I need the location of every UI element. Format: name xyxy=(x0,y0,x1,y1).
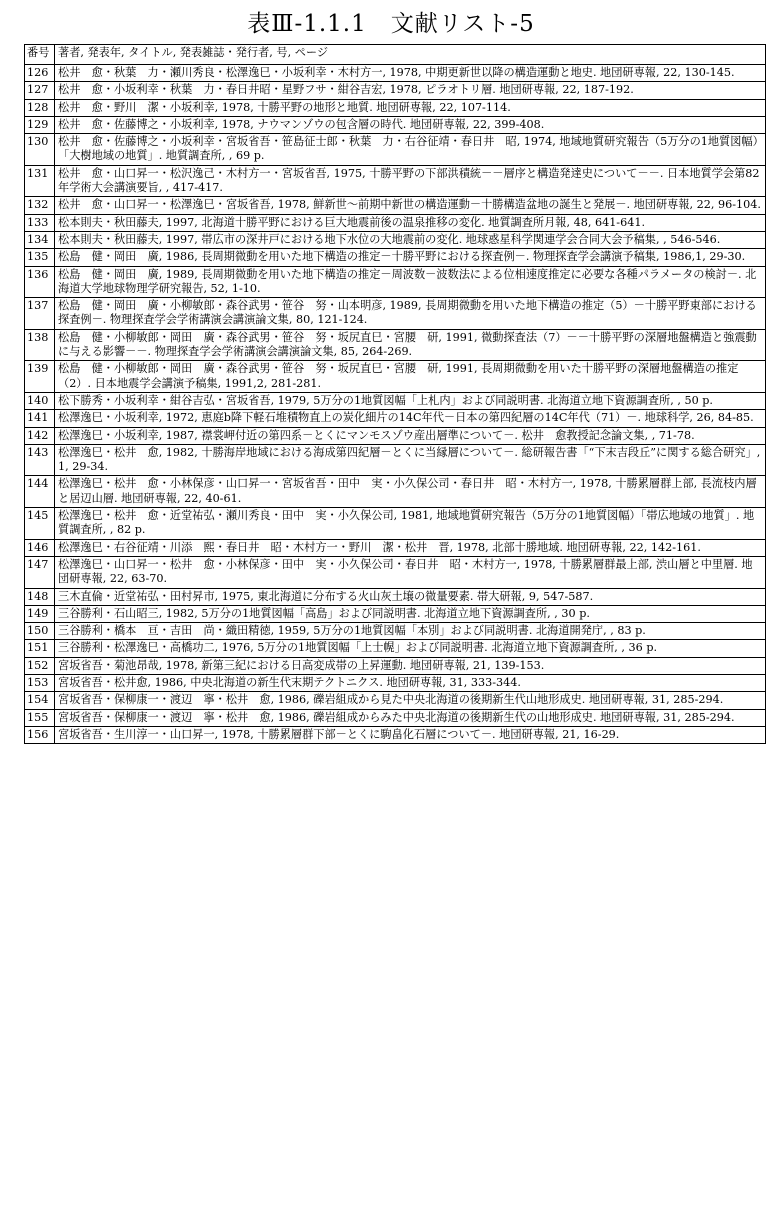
reference-number: 148 xyxy=(25,588,55,605)
header-number: 番号 xyxy=(25,45,55,65)
table-row xyxy=(25,134,766,166)
reference-entry: 松島 健・岡田 廣・小柳敏郎・森谷武男・笹谷 努・山本明彦, 1989, 長周期微動を用いた地下構造の推定（5）－十勝平野東部における探査例－. 物理探査学会学術講演会講演論文集, 80, 121-124. xyxy=(55,298,766,330)
reference-number: 126 xyxy=(25,65,55,82)
reference-entry: 松本則夫・秋田藤夫, 1997, 北海道十勝平野における巨大地震前後の温泉推移の変化. 地質調査所月報, 48, 641-641. xyxy=(55,214,766,231)
reference-entry: 松井 愈・佐藤博之・小坂利幸・宮坂省吾・笹島征士郎・秋葉 力・右谷征靖・春日井 昭, 1974, 地域地質研究報告（5万分の1地質図幅）「大樹地域の地質」. 地質調査所, , 69 p. xyxy=(55,134,766,166)
table-row xyxy=(25,99,766,116)
reference-number: 142 xyxy=(25,427,55,444)
reference-number: 145 xyxy=(25,508,55,540)
reference-entry: 松澤逸巳・小坂利幸, 1987, 襟裳岬付近の第四系－とくにマンモスゾウ産出層準について－. 松井 愈教授記念論文集, , 71-78. xyxy=(55,427,766,444)
reference-entry: 宮坂省吾・保柳康一・渡辺 寧・松井 愈, 1986, 礫岩組成からみた中央北海道の後期新生代の山地形成史. 地団研専報, 31, 285-294. xyxy=(55,709,766,726)
table-header-row xyxy=(25,45,766,65)
table-row xyxy=(25,657,766,674)
reference-number: 150 xyxy=(25,623,55,640)
reference-number: 128 xyxy=(25,99,55,116)
table-title: 表Ⅲ-1.1.1 文献リスト-5 xyxy=(247,11,535,37)
reference-number: 153 xyxy=(25,674,55,691)
table-row xyxy=(25,249,766,266)
reference-number: 129 xyxy=(25,116,55,133)
reference-number: 135 xyxy=(25,249,55,266)
table-row xyxy=(25,623,766,640)
table-row xyxy=(25,427,766,444)
table-row xyxy=(25,556,766,588)
reference-entry: 松井 愈・秋葉 力・瀬川秀良・松澤逸巳・小坂利幸・木村方一, 1978, 中期更新世以降の構造運動と地史. 地団研専報, 22, 130-145. xyxy=(55,65,766,82)
reference-entry: 宮坂省吾・保柳康一・渡辺 寧・松井 愈, 1986, 礫岩組成から見た中央北海道の後期新生代山地形成史. 地団研専報, 31, 285-294. xyxy=(55,692,766,709)
reference-number: 139 xyxy=(25,361,55,393)
table-row xyxy=(25,65,766,82)
reference-entry: 三谷勝利・橋本 亘・吉田 尚・織田精徳, 1959, 5万分の1地質図幅「本別」および同説明書. 北海道開発庁, , 83 p. xyxy=(55,623,766,640)
table-row xyxy=(25,605,766,622)
reference-number: 154 xyxy=(25,692,55,709)
table-row xyxy=(25,508,766,540)
reference-number: 140 xyxy=(25,392,55,409)
reference-number: 131 xyxy=(25,165,55,197)
reference-entry: 松島 健・小柳敏郎・岡田 廣・森谷武男・笹谷 努・坂尻直巳・宮腰 研, 1991, 微動探査法（7）－－十勝平野の深層地盤構造と強震動に与える影響－－. 物理探査学会学術講演会講演論文集, 85, 264-269. xyxy=(55,329,766,361)
table-row xyxy=(25,116,766,133)
table-row xyxy=(25,588,766,605)
table-row xyxy=(25,298,766,330)
reference-table xyxy=(24,44,766,744)
reference-number: 132 xyxy=(25,197,55,214)
reference-number: 133 xyxy=(25,214,55,231)
table-row xyxy=(25,539,766,556)
reference-number: 146 xyxy=(25,539,55,556)
reference-entry: 松井 愈・山口昇一・松沢逸己・木村方一・宮坂省吾, 1975, 十勝平野の下部洪積統－－層序と構造発達史について－－. 日本地質学会第82年学術大会講演要旨, , 417-417. xyxy=(55,165,766,197)
reference-entry: 松本則夫・秋田藤夫, 1997, 帯広市の深井戸における地下水位の大地震前の変化. 地球惑星科学関連学会合同大会予稿集, , 546-546. xyxy=(55,231,766,248)
reference-number: 130 xyxy=(25,134,55,166)
table-row xyxy=(25,444,766,476)
reference-number: 156 xyxy=(25,726,55,743)
reference-entry: 三谷勝利・松澤逸巳・高橋功二, 1976, 5万分の1地質図幅「上士幌」および同説明書. 北海道立地下資源調査所, , 36 p. xyxy=(55,640,766,657)
table-row xyxy=(25,197,766,214)
reference-entry: 松澤逸巳・松井 愈・近堂祐弘・瀬川秀良・田中 実・小久保公司, 1981, 地域地質研究報告（5万分の1地質図幅）「帯広地域の地質」. 地質調査所, , 82 p. xyxy=(55,508,766,540)
table-row xyxy=(25,329,766,361)
table-row xyxy=(25,392,766,409)
reference-entry: 宮坂省吾・菊池昂哉, 1978, 新第三紀における日高変成帯の上昇運動. 地団研専報, 21, 139-153. xyxy=(55,657,766,674)
table-row xyxy=(25,214,766,231)
reference-number: 151 xyxy=(25,640,55,657)
reference-entry: 松島 健・岡田 廣, 1989, 長周期微動を用いた地下構造の推定－周波数－波数法による位相速度推定に必要な各種パラメータの検討－. 北海道大学地球物理学研究報告, 52, 1-10. xyxy=(55,266,766,298)
table-row xyxy=(25,266,766,298)
reference-number: 152 xyxy=(25,657,55,674)
reference-entry: 松井 愈・野川 潔・小坂利幸, 1978, 十勝平野の地形と地質. 地団研専報, 22, 107-114. xyxy=(55,99,766,116)
table-row xyxy=(25,674,766,691)
reference-number: 155 xyxy=(25,709,55,726)
table-row xyxy=(25,640,766,657)
reference-entry: 松下勝秀・小坂利幸・紺谷吉弘・宮坂省吾, 1979, 5万分の1地質図幅「上札内」および同説明書. 北海道立地下資源調査所, , 50 p. xyxy=(55,392,766,409)
reference-number: 141 xyxy=(25,410,55,427)
table-row xyxy=(25,726,766,743)
reference-entry: 松澤逸巳・山口昇一・松井 愈・小林保彦・田中 実・小久保公司・春日井 昭・木村方一, 1978, 十勝累層群最上部, 渋山層と中里層. 地団研専報, 22, 63-70. xyxy=(55,556,766,588)
reference-entry: 松井 愈・小坂利幸・秋葉 力・春日井昭・星野フサ・紺谷吉宏, 1978, ピラオトリ層. 地団研専報, 22, 187-192. xyxy=(55,82,766,99)
reference-entry: 松澤逸巳・右谷征靖・川添 熙・春日井 昭・木村方一・野川 潔・松井 晋, 1978, 北部十勝地域. 地団研専報, 22, 142-161. xyxy=(55,539,766,556)
reference-number: 144 xyxy=(25,476,55,508)
reference-entry: 三木直倫・近堂祐弘・田村昇市, 1975, 東北海道に分布する火山灰土壌の微量要素. 帯大研報, 9, 547-587. xyxy=(55,588,766,605)
reference-number: 149 xyxy=(25,605,55,622)
table-row xyxy=(25,165,766,197)
table-row xyxy=(25,361,766,393)
table-row xyxy=(25,231,766,248)
table-row xyxy=(25,476,766,508)
reference-entry: 三谷勝利・石山昭三, 1982, 5万分の1地質図幅「高島」および同説明書. 北海道立地下資源調査所, , 30 p. xyxy=(55,605,766,622)
reference-entry: 松澤逸巳・松井 愈・小林保彦・山口昇一・宮坂省吾・田中 実・小久保公司・春日井 昭・木村方一, 1978, 十勝累層群上部, 長流枝内層と居辺山層. 地団研専報, 22, 40-61. xyxy=(55,476,766,508)
reference-entry: 松井 愈・佐藤博之・小坂利幸, 1978, ナウマンゾウの包含層の時代. 地団研専報, 22, 399-408. xyxy=(55,116,766,133)
reference-number: 143 xyxy=(25,444,55,476)
reference-number: 147 xyxy=(25,556,55,588)
header-description: 著者, 発表年, タイトル, 発表雑誌・発行者, 号, ページ xyxy=(55,45,766,65)
reference-entry: 松島 健・小柳敏郎・岡田 廣・森谷武男・笹谷 努・坂尻直巳・宮腰 研, 1991, 長周期微動を用いた十勝平野の深層地盤構造の推定（2）. 日本地震学会講演予稿集, 1991,2, 281-281. xyxy=(55,361,766,393)
reference-number: 136 xyxy=(25,266,55,298)
reference-table-container xyxy=(24,44,766,744)
reference-entry: 松井 愈・山口昇一・松澤逸巳・宮坂省吾, 1978, 鮮新世～前期中新世の構造運動－十勝構造盆地の誕生と発展－. 地団研専報, 22, 96-104. xyxy=(55,197,766,214)
table-row xyxy=(25,82,766,99)
table-row xyxy=(25,709,766,726)
table-row xyxy=(25,410,766,427)
reference-entry: 松澤逸巳・小坂利幸, 1972, 恵庭b降下軽石堆積物直上の炭化細片の14C年代－日本の第四紀層の14C年代（71）－. 地球科学, 26, 84-85. xyxy=(55,410,766,427)
reference-entry: 宮坂省吾・生川淳一・山口昇一, 1978, 十勝累層群下部－とくに駒畠化石層について－. 地団研専報, 21, 16-29. xyxy=(55,726,766,743)
reference-entry: 宮坂省吾・松井愈, 1986, 中央北海道の新生代末期テクトニクス. 地団研専報, 31, 333-344. xyxy=(55,674,766,691)
reference-number: 137 xyxy=(25,298,55,330)
table-row xyxy=(25,692,766,709)
reference-number: 127 xyxy=(25,82,55,99)
reference-number: 134 xyxy=(25,231,55,248)
reference-entry: 松島 健・岡田 廣, 1986, 長周期微動を用いた地下構造の推定－十勝平野における探査例－. 物理探査学会講演予稿集, 1986,1, 29-30. xyxy=(55,249,766,266)
reference-entry: 松澤逸巳・松井 愈, 1982, 十勝海岸地域における海成第四紀層－とくに当縁層について－. 総研報告書「“下末吉段丘”に関する総合研究」, 1, 29-34. xyxy=(55,444,766,476)
reference-number: 138 xyxy=(25,329,55,361)
